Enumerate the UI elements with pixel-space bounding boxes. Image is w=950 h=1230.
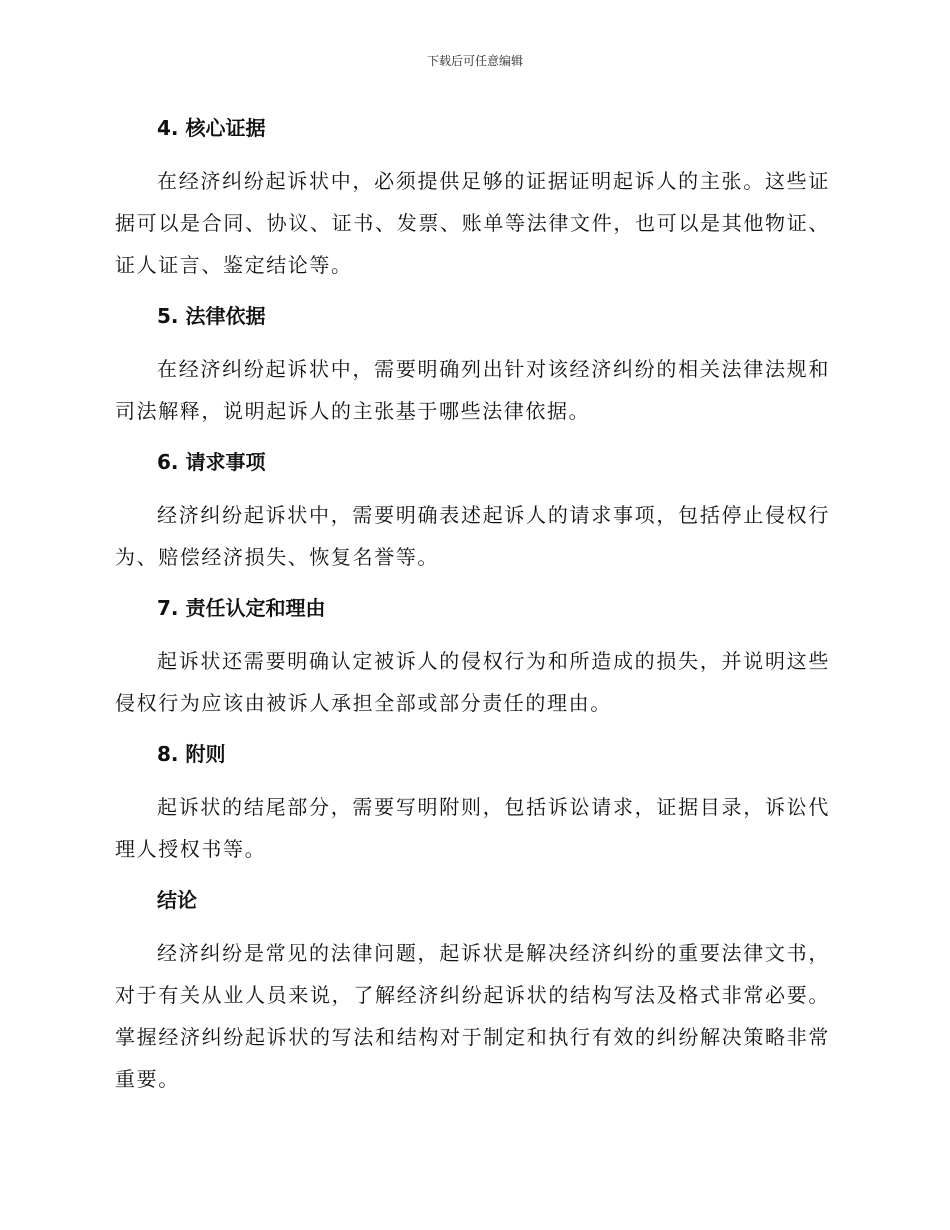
section-heading-core-evidence: 4. 核心证据 bbox=[157, 116, 266, 140]
section-heading-appendix: 8. 附则 bbox=[157, 742, 226, 766]
section-body-legal-basis: 在经济纠纷起诉状中，需要明确列出针对该经济纠纷的相关法律法规和司法解释，说明起诉人的主张基于哪些法律依据。 bbox=[115, 357, 830, 423]
page-header: 下载后可任意编辑 bbox=[426, 54, 523, 68]
section-heading-legal-basis: 5. 法律依据 bbox=[157, 304, 266, 328]
section-body-liability: 起诉状还需要明确认定被诉人的侵权行为和所造成的损失，并说明这些侵权行为应该由被诉人承担全部或部分责任的理由。 bbox=[115, 649, 830, 715]
section-body-appendix: 起诉状的结尾部分，需要写明附则，包括诉讼请求，证据目录，诉讼代理人授权书等。 bbox=[115, 795, 830, 861]
document-body bbox=[115, 112, 830, 1100]
section-body-conclusion: 经济纠纷是常见的法律问题，起诉状是解决经济纠纷的重要法律文书，对于有关从业人员来说，了解经济纠纷起诉状的结构写法及格式非常必要。掌握经济纠纷起诉状的写法和结构对于制定和执行有效的纠纷解决策略非常重要。 bbox=[115, 941, 830, 1091]
section-heading-conclusion: 结论 bbox=[157, 888, 197, 912]
section-body-core-evidence: 在经济纠纷起诉状中，必须提供足够的证据证明起诉人的主张。这些证据可以是合同、协议、证书、发票、账单等法律文件，也可以是其他物证、证人证言、鉴定结论等。 bbox=[115, 169, 830, 277]
section-body-claims: 经济纠纷起诉状中，需要明确表述起诉人的请求事项，包括停止侵权行为、赔偿经济损失、恢复名誉等。 bbox=[115, 503, 830, 569]
section-heading-liability: 7. 责任认定和理由 bbox=[157, 596, 326, 620]
section-heading-claims: 6. 请求事项 bbox=[157, 450, 266, 474]
